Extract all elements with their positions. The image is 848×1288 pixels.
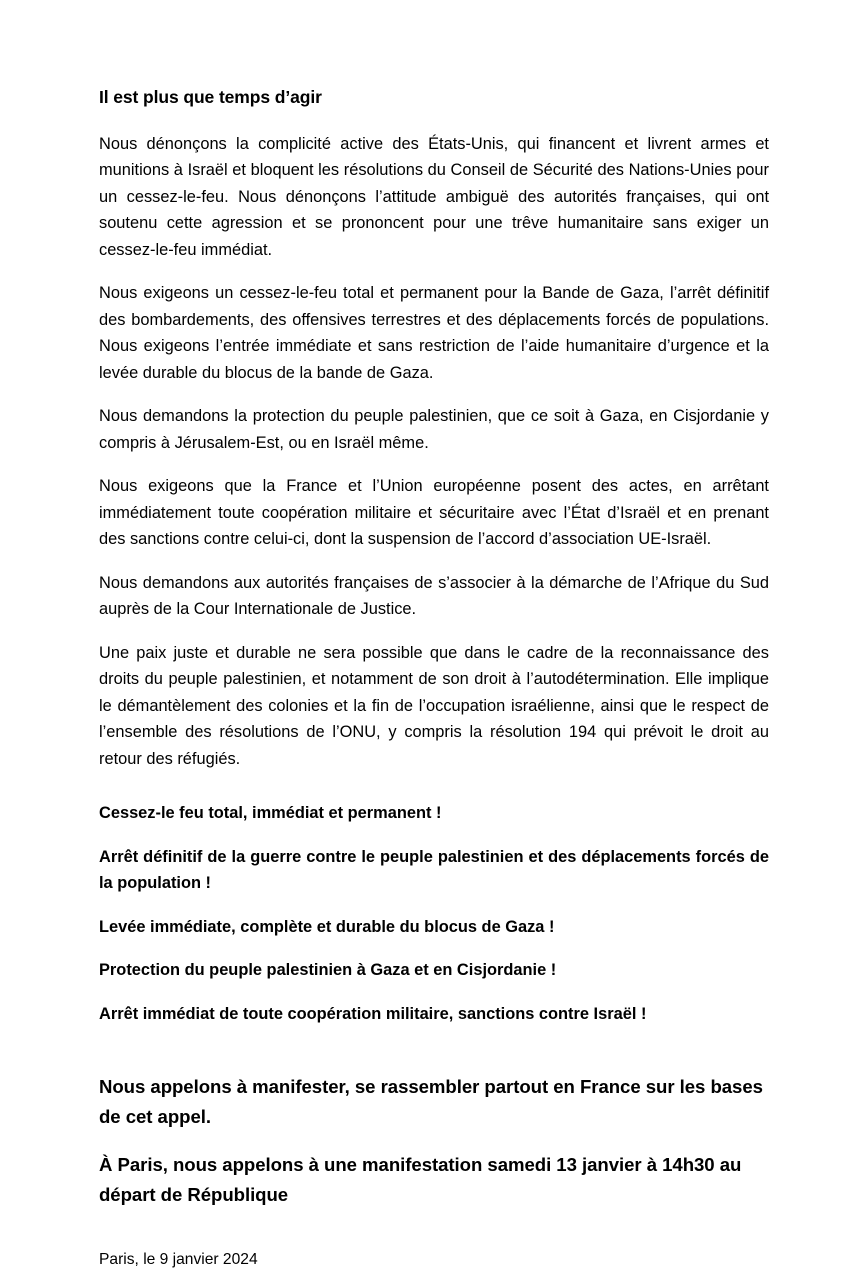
body-paragraph: Nous exigeons que la France et l’Union européenne posent des actes, en arrêtant immédiatement toute coopération militaire et sécuritaire avec l’État d’Israël et en prenant des sanctions contre celui-ci, dont la suspension de l’accord d’association UE-Israël.: [99, 477, 769, 549]
signature-date: Paris, le 9 janvier 2024: [99, 1251, 258, 1269]
body-paragraph: Nous exigeons un cessez-le-feu total et permanent pour la Bande de Gaza, l’arrêt définitif des bombardements, des offensives terrestres et des déplacements forcés de populations. Nous exigeons l’entrée immédiate et sans restriction de l’aide humanitaire d’urgence et la levée durable du blocus de la bande de Gaza.: [99, 284, 769, 382]
body-paragraph: Une paix juste et durable ne sera possible que dans le cadre de la reconnaissance des droits du peuple palestinien, et notamment de son droit à l’autodétermination. Elle implique le démantèlement des colonies et la fin de l’occupation israélienne, ainsi que le respect de l’ensemble des résolutions de l’ONU, y compris la résolution 194 qui prévoit le droit au retour des réfugiés.: [99, 643, 769, 768]
slogan-item: Cessez-le feu total, immédiat et permanent !: [99, 804, 442, 823]
slogan-item: Arrêt définitif de la guerre contre le peuple palestinien et des déplacements forcés de la population !: [99, 847, 769, 893]
body-paragraph: Nous demandons aux autorités françaises de s’associer à la démarche de l’Afrique du Sud auprès de la Cour Internationale de Justice.: [99, 573, 769, 619]
slogan-list: [99, 800, 769, 1027]
document-body: [99, 86, 769, 1288]
call-to-action-block: [99, 1072, 769, 1210]
body-paragraph: Nous dénonçons la complicité active des États-Unis, qui financent et livrent armes et munitions à Israël et bloquent les résolutions du Conseil de Sécurité des Nations-Unies pour un cessez-le-feu. Nous dénonçons l’attitude ambiguë des autorités françaises, qui ont soutenu cette agression et se prononcent pour une trêve humanitaire sans exiger un cessez-le-feu immédiat.: [99, 134, 769, 259]
call-to-action-general: Nous appelons à manifester, se rassembler partout en France sur les bases de cet appel.: [99, 1076, 763, 1128]
page-title: Il est plus que temps d’agir: [99, 87, 322, 107]
slogan-item: Protection du peuple palestinien à Gaza et en Cisjordanie !: [99, 961, 557, 980]
body-paragraphs: [99, 131, 769, 773]
call-to-action-paris: À Paris, nous appelons à une manifestation samedi 13 janvier à 14h30 au départ de République: [99, 1154, 742, 1206]
slogan-item: Arrêt immédiat de toute coopération militaire, sanctions contre Israël !: [99, 1004, 647, 1023]
body-paragraph: Nous demandons la protection du peuple palestinien, que ce soit à Gaza, en Cisjordanie y compris à Jérusalem-Est, ou en Israël même.: [99, 407, 769, 452]
slogan-item: Levée immédiate, complète et durable du blocus de Gaza !: [99, 917, 555, 936]
